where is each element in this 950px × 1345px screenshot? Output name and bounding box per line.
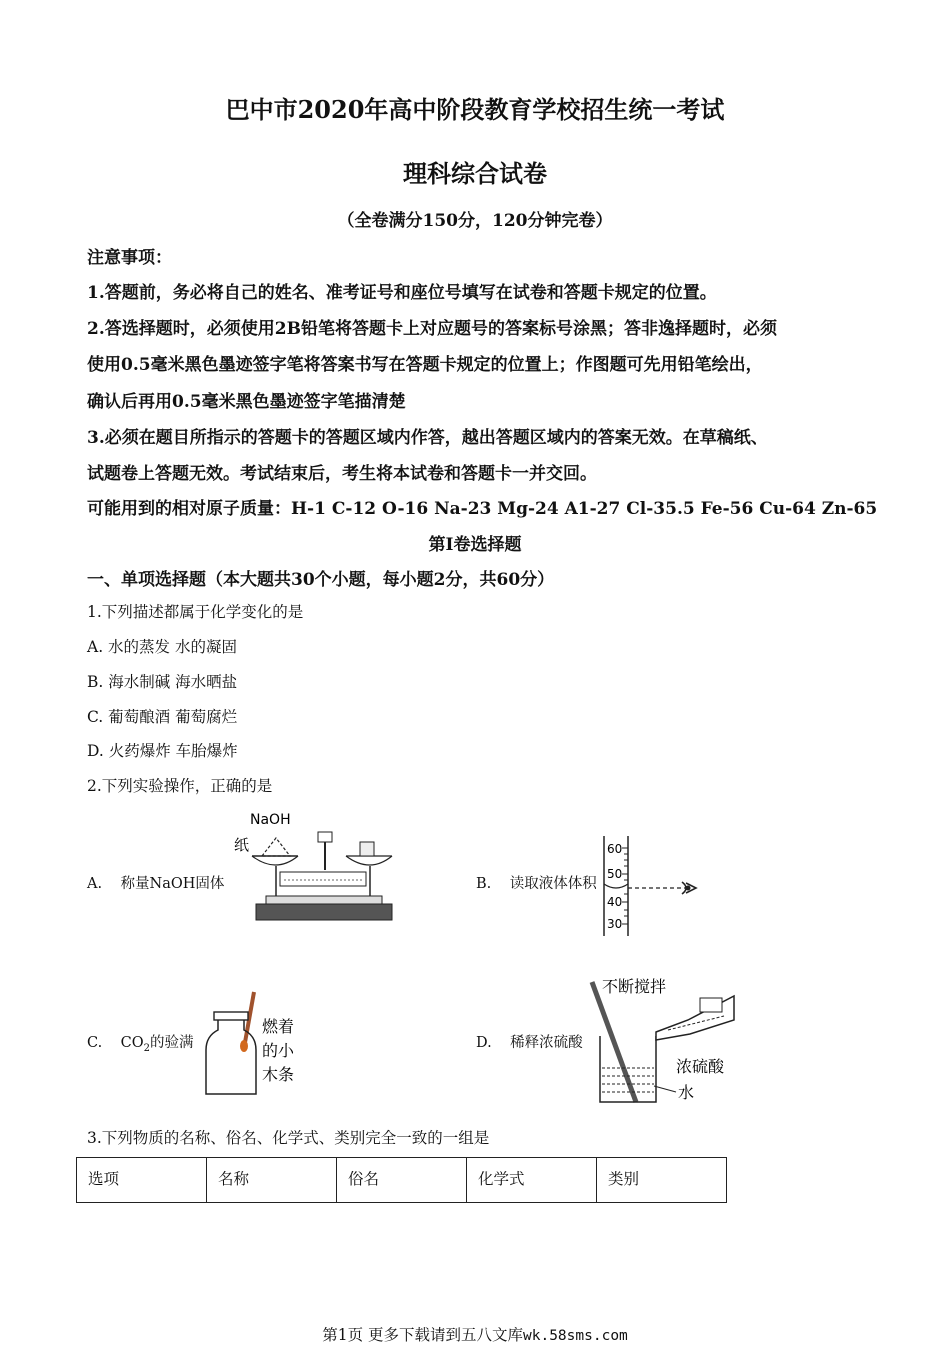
notice-line-1: 1.答题前，务必将自己的姓名、准考证号和座位号填写在试卷和答题卡规定的位置。 bbox=[87, 283, 717, 303]
part-title: 第Ⅰ卷选择题 bbox=[428, 535, 522, 555]
q1-option-d: D. 火药爆炸 车胎爆炸 bbox=[87, 742, 238, 760]
notice-line-2c: 确认后再用0.5毫米黑色墨迹签字笔描清楚 bbox=[87, 392, 406, 412]
q1-option-a: A. 水的蒸发 水的凝固 bbox=[87, 638, 237, 656]
notice-line-3b: 试题卷上答题无效。考试结束后，考生将本试卷和答题卡一并交回。 bbox=[87, 464, 597, 484]
q1-option-c: C. 葡萄酿酒 葡萄腐烂 bbox=[87, 708, 238, 726]
naoh-label: NaOH bbox=[250, 812, 291, 828]
eye-pupil bbox=[686, 886, 691, 891]
section-heading: 一、单项选择题（本大题共30个小题，每小题2分，共60分） bbox=[87, 570, 555, 590]
water-pointer bbox=[654, 1086, 676, 1092]
balance-figure bbox=[232, 808, 402, 924]
q2-option-d-label: D. bbox=[476, 1035, 492, 1051]
q2-option-c-label: C. bbox=[87, 1035, 103, 1051]
tick-30: 30 bbox=[607, 917, 623, 931]
bottle-label bbox=[700, 998, 722, 1012]
meniscus bbox=[604, 884, 628, 888]
score-info: （全卷满分150分，120分钟完卷） bbox=[337, 211, 613, 231]
gas-bottle-figure bbox=[204, 990, 308, 1102]
table-header-row bbox=[77, 1158, 727, 1203]
notice-line-2a: 2.答选择题时，必须使用2B铅笔将答题卡上对应题号的答案标号涂黑；答非逸择题时，必须 bbox=[87, 319, 777, 339]
exam-title: 巴中市2020年高中阶段教育学校招生统一考试 bbox=[225, 95, 725, 124]
beam bbox=[280, 872, 366, 886]
stick-label-2: 的小 bbox=[262, 1041, 295, 1060]
acid-label: 浓硫酸 bbox=[676, 1057, 725, 1076]
stick-label-3: 木条 bbox=[262, 1065, 295, 1084]
q2-option-c-text-pre: CO bbox=[120, 1035, 144, 1051]
q2-option-c-sub: 2 bbox=[143, 1042, 150, 1054]
paper-label: 纸 bbox=[234, 836, 250, 854]
q2-option-b-label: B. bbox=[476, 876, 492, 892]
notice-line-2b: 使用0.5毫米黑色墨迹签字笔将答案书写在答题卡规定的位置上；作图题可先用铅笔绘出， bbox=[87, 355, 763, 375]
water-label: 水 bbox=[678, 1083, 695, 1102]
q2-option-a-label: A. bbox=[87, 876, 103, 892]
cylinder-figure bbox=[598, 836, 702, 940]
weight bbox=[360, 842, 374, 856]
atomic-mass-line: 可能用到的相对原子质量：H-1 C-12 O-16 Na-23 Mg-24 A1-27 Cl-35.5 Fe-56 Cu-64 Zn-65 bbox=[87, 499, 878, 519]
q1-stem: 1.下列描述都属于化学变化的是 bbox=[87, 603, 304, 621]
page-footer bbox=[0, 1323, 950, 1345]
stir-label: 不断搅拌 bbox=[602, 977, 667, 996]
dilution-figure bbox=[584, 976, 744, 1108]
stick-label-1: 燃着 bbox=[262, 1017, 295, 1036]
base bbox=[256, 904, 392, 920]
q2-option-c bbox=[87, 1031, 193, 1054]
q3-stem: 3.下列物质的名称、俗名、化学式、类别完全一致的一组是 bbox=[87, 1129, 490, 1147]
right-pan bbox=[346, 856, 392, 865]
q2-stem: 2.下列实验操作，正确的是 bbox=[87, 777, 273, 795]
naoh-pile bbox=[262, 838, 290, 856]
left-pan bbox=[252, 856, 298, 865]
q2-option-a bbox=[87, 872, 224, 893]
q2-option-b-text: 读取液体体积 bbox=[509, 876, 597, 892]
q2-option-a-text: 称量NaOH固体 bbox=[120, 876, 225, 892]
notice-heading: 注意事项： bbox=[87, 248, 172, 268]
base-top bbox=[266, 896, 382, 904]
footer-site: wk.58sms.com bbox=[523, 1328, 628, 1344]
tick-50: 50 bbox=[607, 867, 623, 881]
q2-option-b bbox=[476, 872, 597, 893]
header-name: 名称 bbox=[207, 1158, 337, 1203]
header-option: 选项 bbox=[77, 1158, 207, 1203]
bottle-lid bbox=[214, 1012, 248, 1020]
notice-line-3a: 3.必须在题目所指示的答题卡的答题区域内作答，越出答题区域内的答案无效。在草稿纸、 bbox=[87, 428, 768, 448]
q2-option-d bbox=[476, 1031, 583, 1052]
header-formula: 化学式 bbox=[467, 1158, 597, 1203]
flame bbox=[240, 1040, 248, 1052]
q2-option-d-text: 稀释浓硫酸 bbox=[510, 1035, 583, 1051]
tick-40: 40 bbox=[607, 895, 623, 909]
q1-option-b: B. 海水制碱 海水晒盐 bbox=[87, 673, 238, 691]
q2-option-c-text-post: 的验满 bbox=[149, 1035, 194, 1051]
header-common-name: 俗名 bbox=[337, 1158, 467, 1203]
footer-text: 第1页 更多下载请到五八文库 bbox=[322, 1326, 524, 1344]
exam-subtitle: 理科综合试卷 bbox=[403, 159, 547, 188]
q3-table bbox=[76, 1157, 727, 1203]
pointer-top bbox=[318, 832, 332, 842]
header-category: 类别 bbox=[597, 1158, 727, 1203]
tick-60: 60 bbox=[607, 842, 623, 856]
